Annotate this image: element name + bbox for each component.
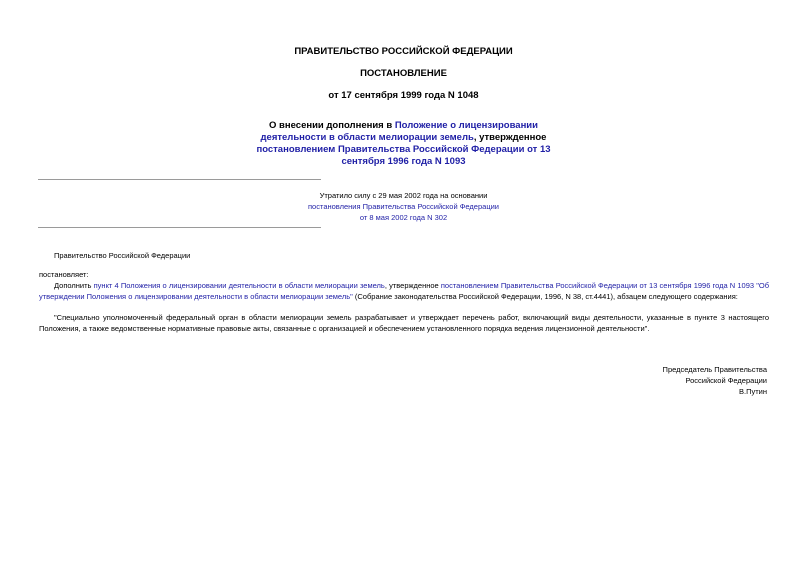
status-link-resolution[interactable]: постановления Правительства Российской Федерации [307,202,499,211]
title-middle: , утвержденное [473,132,547,143]
divider-top [38,179,321,180]
government-heading: ПРАВИТЕЛЬСТВО РОССИЙСКОЙ ФЕДЕРАЦИИ [294,46,513,57]
signature-position: Председатель Правительства [662,365,767,374]
amendment-prefix: Дополнить [54,281,94,290]
amendment-link-clause[interactable]: пункт 4 Положения о лицензировании деятельности в области мелиорации земель [93,281,385,290]
status-line-1: Утратило силу с 29 мая 2002 года на основании [319,191,488,200]
title-link-regulation[interactable]: Положение о лицензировании деятельности в области мелиорации земель [260,120,538,143]
intro-text: Правительство Российской Федерации [54,251,191,260]
status-link-date[interactable]: от 8 мая 2002 года N 302 [359,213,448,222]
document-date-number: от 17 сентября 1999 года N 1048 [328,90,479,101]
amendment-link-resolution[interactable]: постановлением Правительства Российской Федерации от 13 сентября 1996 года N 1093 "Об утверждении Положения о лицензировании деятельности в области мелиорации земель" [39,281,769,301]
amendment-suffix: (Собрание законодательства Российской Федерации, 1996, N 38, ст.4441), абзацем следующего содержания: [352,292,738,301]
amendment-middle: , утвержденное [384,281,441,290]
title-prefix: О внесении дополнения в [269,120,395,131]
divider-bottom [38,227,321,228]
signature-name: В.Путин [739,387,767,396]
title-link-resolution[interactable]: постановлением Правительства Российской Федерации от 13 сентября 1996 года N 1093 [256,144,551,167]
document-type: ПОСТАНОВЛЕНИЕ [360,68,447,79]
paragraph-quote: "Специально уполномоченный федеральный орган в области мелиорации земель разрабатывает и утверждает перечень работ, включающий виды деятельности, указанные в пункте 3 настоящего Положения, а также ведомственные нормативные правовые акты, связанные с организацией и обеспечением установленного порядка ведения лицензионной деятельности". [39,313,769,333]
document-title [248,120,559,168]
signature-organization: Российской Федерации [685,376,767,385]
decree-text: постановляет: [39,270,89,279]
paragraph-amendment [39,280,769,302]
